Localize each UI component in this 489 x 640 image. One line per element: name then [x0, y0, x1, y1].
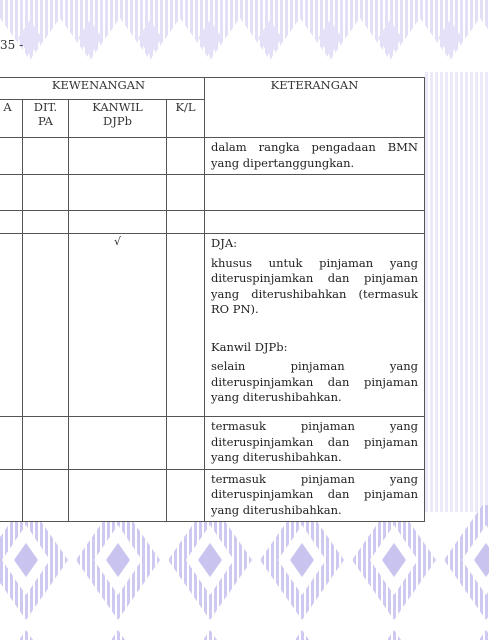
cell-dit-pa — [23, 234, 69, 417]
header-kanwil-djpb: KANWIL DJPb — [69, 100, 167, 138]
keterangan-text: termasuk pinjaman yang diteruspinjamkan dan pinjaman yang diterushibahkan. — [211, 419, 418, 464]
cell-col-a — [0, 417, 23, 470]
cell-kl — [167, 417, 205, 470]
cell-dit-pa — [23, 469, 69, 522]
cell-kanwil — [69, 211, 167, 234]
cell-col-a — [0, 469, 23, 522]
spacer — [211, 318, 418, 340]
cell-kl — [167, 175, 205, 211]
table-row — [0, 469, 425, 522]
table-row — [0, 138, 425, 175]
cell-kanwil — [69, 469, 167, 522]
keterangan-heading-dja: DJA: — [211, 236, 238, 250]
cell-dit-pa — [23, 211, 69, 234]
header-dit-pa: DIT. PA — [23, 100, 69, 138]
cell-dit-pa — [23, 175, 69, 211]
cell-keterangan — [205, 175, 425, 211]
cell-dit-pa — [23, 417, 69, 470]
page-number: 35 - — [0, 38, 24, 52]
cell-keterangan — [205, 469, 425, 522]
cell-col-a — [0, 138, 23, 175]
header-kl: K/L — [167, 100, 205, 138]
cell-col-a — [0, 234, 23, 417]
keterangan-heading-kanwil: Kanwil DJPb: — [211, 339, 288, 354]
keterangan-text: termasuk pinjaman yang diteruspinjamkan dan pinjaman yang diterushibahkan. — [211, 471, 418, 517]
checkmark-kanwil: √ — [69, 234, 167, 417]
cell-kanwil — [69, 138, 167, 175]
cell-kanwil — [69, 417, 167, 470]
cell-keterangan — [205, 417, 425, 470]
cell-kl — [167, 469, 205, 522]
cell-keterangan — [205, 234, 425, 417]
table-row — [0, 175, 425, 211]
cell-col-a — [0, 175, 23, 211]
table-row — [0, 417, 425, 470]
table-row — [0, 234, 425, 417]
authority-table — [0, 77, 425, 522]
keterangan-text: khusus untuk pinjaman yang diteruspinjamkan dan pinjaman yang diterushibahkan (termasuk RO PN). — [211, 255, 418, 316]
cell-kanwil — [69, 175, 167, 211]
header-keterangan: KETERANGAN — [205, 78, 425, 138]
keterangan-text: dalam rangka pengadaan BMN yang dipertanggungkan. — [211, 140, 418, 170]
cell-kl — [167, 211, 205, 234]
keterangan-text: selain pinjaman yang diteruspinjamkan dan pinjaman yang diterushibahkan. — [211, 359, 418, 404]
header-kewenangan: KEWENANGAN — [0, 78, 205, 100]
cell-col-a — [0, 211, 23, 234]
cell-dit-pa — [23, 138, 69, 175]
header-col-a: A — [0, 100, 23, 138]
table-row — [0, 211, 425, 234]
cell-keterangan — [205, 138, 425, 175]
cell-kl — [167, 234, 205, 417]
cell-keterangan — [205, 211, 425, 234]
cell-kl — [167, 138, 205, 175]
